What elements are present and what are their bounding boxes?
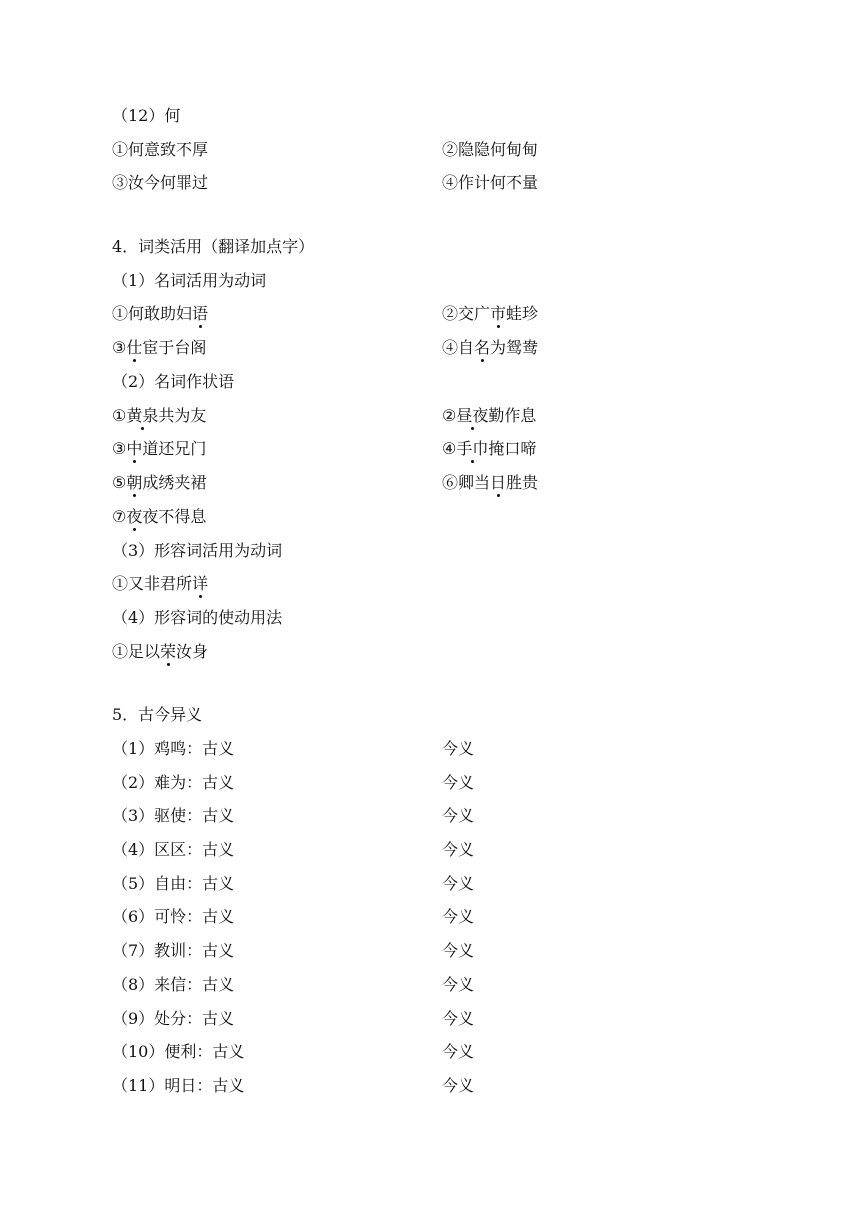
section-4-sub1-heading: （1）名词活用为动词 [112,271,267,290]
emphasis-char: 详 [192,574,209,593]
sub1-item-1: ①何敢助妇语 [112,304,209,323]
sub3-item-1: ①又非君所详 [112,574,209,593]
section-4-sub4-heading: （4）形容词的使动用法 [112,608,283,627]
sub2-item-1: ①黄泉共为友 [112,406,207,425]
item-12-heading: （12）何 [112,106,181,125]
term-row-2-ancient: （2）难为：古义 [112,773,235,792]
term-row-1-ancient: （1）鸡鸣：古义 [112,739,235,758]
emphasis-char: 荣 [160,642,177,661]
term-row-8-modern: 今义 [442,975,475,994]
sub2-item-5: ⑤朝成绣夹裙 [112,473,207,492]
term-row-4-ancient: （4）区区：古义 [112,840,235,859]
item-12-a: ①何意致不厚 [112,140,209,159]
sub1-item-2: ②交广市蛙珍 [442,304,539,323]
item-12-d: ④作计何不量 [442,173,539,192]
section-4-title: 4．词类活用（翻译加点字） [112,237,315,256]
emphasis-char: 夜 [126,507,143,526]
term-row-2-modern: 今义 [442,773,475,792]
emphasis-char: 日 [490,473,507,492]
sub2-item-2: ②昼夜勤作息 [442,406,537,425]
term-row-7-modern: 今义 [442,941,475,960]
term-row-11-modern: 今义 [442,1076,475,1095]
sub2-item-7: ⑦夜夜不得息 [112,507,207,526]
term-row-5-ancient: （5）自由：古义 [112,874,235,893]
term-row-6-modern: 今义 [442,907,475,926]
term-row-9-ancient: （9）处分：古义 [112,1009,235,1028]
emphasis-char: 朝 [126,473,143,492]
term-row-1-modern: 今义 [442,739,475,758]
sub1-item-3: ③仕宦于台阁 [112,338,207,357]
term-row-4-modern: 今义 [442,840,475,859]
term-row-5-modern: 今义 [442,874,475,893]
item-12-c: ③汝今何罪过 [112,173,209,192]
emphasis-char: 名 [474,338,491,357]
sub1-item-4: ④自名为鸳鸯 [442,338,539,357]
sub2-item-3: ③中道还兄门 [112,439,207,458]
section-5-title: 5．古今异义 [112,705,203,724]
section-4-sub2-heading: （2）名词作状语 [112,372,235,391]
term-row-10-ancient: （10）便利：古义 [112,1042,245,1061]
emphasis-char: 昼夜 [456,406,489,425]
term-row-11-ancient: （11）明日：古义 [112,1076,245,1095]
emphasis-char: 市 [490,304,507,323]
sub2-item-4: ④手巾掩口啼 [442,439,537,458]
emphasis-char: 手巾 [456,439,489,458]
term-row-8-ancient: （8）来信：古义 [112,975,235,994]
section-4-sub3-heading: （3）形容词活用为动词 [112,541,283,560]
term-row-3-ancient: （3）驱使：古义 [112,806,235,825]
term-row-7-ancient: （7）教训：古义 [112,941,235,960]
item-12-b: ②隐隐何甸甸 [442,140,539,159]
emphasis-char: 仕 [126,338,143,357]
emphasis-char: 中 [126,439,143,458]
emphasis-char: 语 [192,304,209,323]
term-row-9-modern: 今义 [442,1009,475,1028]
emphasis-char: 黄泉 [126,406,159,425]
sub4-item-1: ①足以荣汝身 [112,642,209,661]
sub2-item-6: ⑥卿当日胜贵 [442,473,539,492]
term-row-3-modern: 今义 [442,806,475,825]
term-row-10-modern: 今义 [442,1042,475,1061]
term-row-6-ancient: （6）可怜：古义 [112,907,235,926]
